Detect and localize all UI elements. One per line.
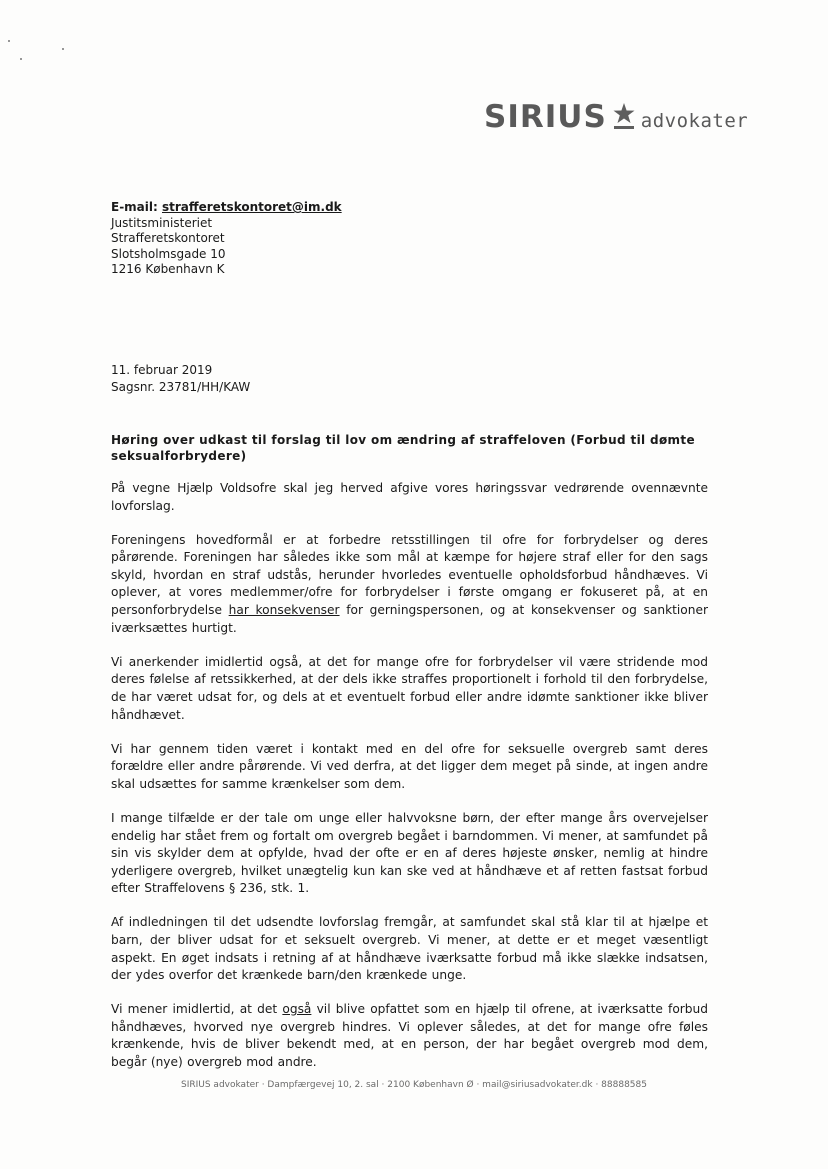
paragraph: Vi har gennem tiden været i kontakt med en del ofre for seksuelle overgreb samt deres forældre eller andre pårørende. Vi ved derfra, at det ligger dem meget på sinde, at ingen andre skal udsættes for samme krænkelser som dem. [111,741,708,791]
email-link[interactable]: strafferetskontoret@im.dk [162,200,342,214]
underlined-text: også [282,1002,312,1017]
company-logo [484,100,748,134]
logo-subtitle: advokater [640,110,749,132]
email-line [111,200,342,216]
letter-date: 11. februar 2019 [111,363,213,377]
logo-brand: SIRIUS [484,99,607,135]
paragraph [111,1001,708,1071]
paragraph: Vi anerkender imidlertid også, at det for mange ofre for forbrydelser vil være stridende mod deres følelse af retssikkerhed, at der dels ikke straffes proportionelt i forhold til den forbrydelse, de har været udsat for, og dels at et eventuelt forbud eller andre idømte sanktioner ikke bliver håndhævet. [111,654,708,722]
letter-subject: Høring over udkast til forslag til lov om ændring af straffeloven (Forbud til dømte seksualforbrydere) [111,433,695,463]
address-line: 1216 København K [111,262,225,276]
address-line: Justitsministeriet [111,215,213,230]
paragraph: På vegne Hjælp Voldsofre skal jeg herved afgive vores høringssvar vedrørende ovennævnte lovforslag. [111,481,708,513]
letter-footer: SIRIUS advokater · Dampfærgevej 10, 2. sal · 2100 København Ø · mail@siriusadvokater.dk · 88888585 [181,1080,647,1090]
letter-body [111,480,708,1088]
date-block [111,362,250,396]
recipient-address [111,200,342,278]
scan-speck [62,48,64,50]
paragraph: Af indledningen til det udsendte lovforslag fremgår, at samfundet skal stå klar til at hjælpe et barn, der bliver udsat for et seksuelt overgreb. Vi mener, at dette er et meget væsentligt aspekt. En øget indsats i retning af at håndhæve iværksatte forbud må ikke slække indsatsen, der ydes overfor det krænkede barn/den krænkede unge. [111,915,708,983]
scan-speck [8,40,10,42]
address-line: Slotsholmsgade 10 [111,246,226,261]
paragraph: I mange tilfælde er der tale om unge eller halvvoksne børn, der efter mange års overvejelser endelig har stået frem og fortalt om overgreb begået i barndommen. Vi mener, at samfundet på sin vis skylder dem at opfylde, hvad der ofte er en af deres højeste ønsker, nemlig at hindre yderligere overgreb, hvilket unægtelig kun kan ske ved at håndhæve et af retten fastsat forbud efter Straffelovens § 236, stk. 1. [111,810,708,896]
star-over-bar-icon [611,100,637,134]
case-number: Sagsnr. 23781/HH/KAW [111,380,251,394]
address-line: Strafferetskontoret [111,231,225,245]
paragraph-text: vil blive opfattet som en hjælp til ofrene, at iværksatte forbud håndhæves, hvorved nye overgreb hindres. Vi oplever således, at det for mange ofre føles krænkende, hvis de bliver bekendt med, at en person, der har begået overgreb mod dem, begår (nye) overgreb mod andre. [111,1002,709,1070]
paragraph-text: Vi mener imidlertid, at det [111,1002,278,1017]
paragraph [111,532,708,638]
paragraph-text: for gerningspersonen, og at konsekvenser og sanktioner iværksættes hurtigt. [111,603,708,635]
paragraph-text: Foreningens hovedformål er at forbedre retsstillingen til ofre for forbrydelser og deres pårørende. Foreningen har således ikke som mål at kæmpe for højere straf eller for den sags skyld, hvordan en straf udstås, herunder hvorledes eventuelle opholdsforbud håndhæves. Vi oplever, at vores medlemmer/ofre for forbrydelser i første omgang er fokuseret på, at en personforbrydelse [111,532,708,618]
underlined-text: har konsekvenser [228,603,340,618]
scan-speck [20,58,22,60]
email-label: E-mail: [111,200,158,214]
